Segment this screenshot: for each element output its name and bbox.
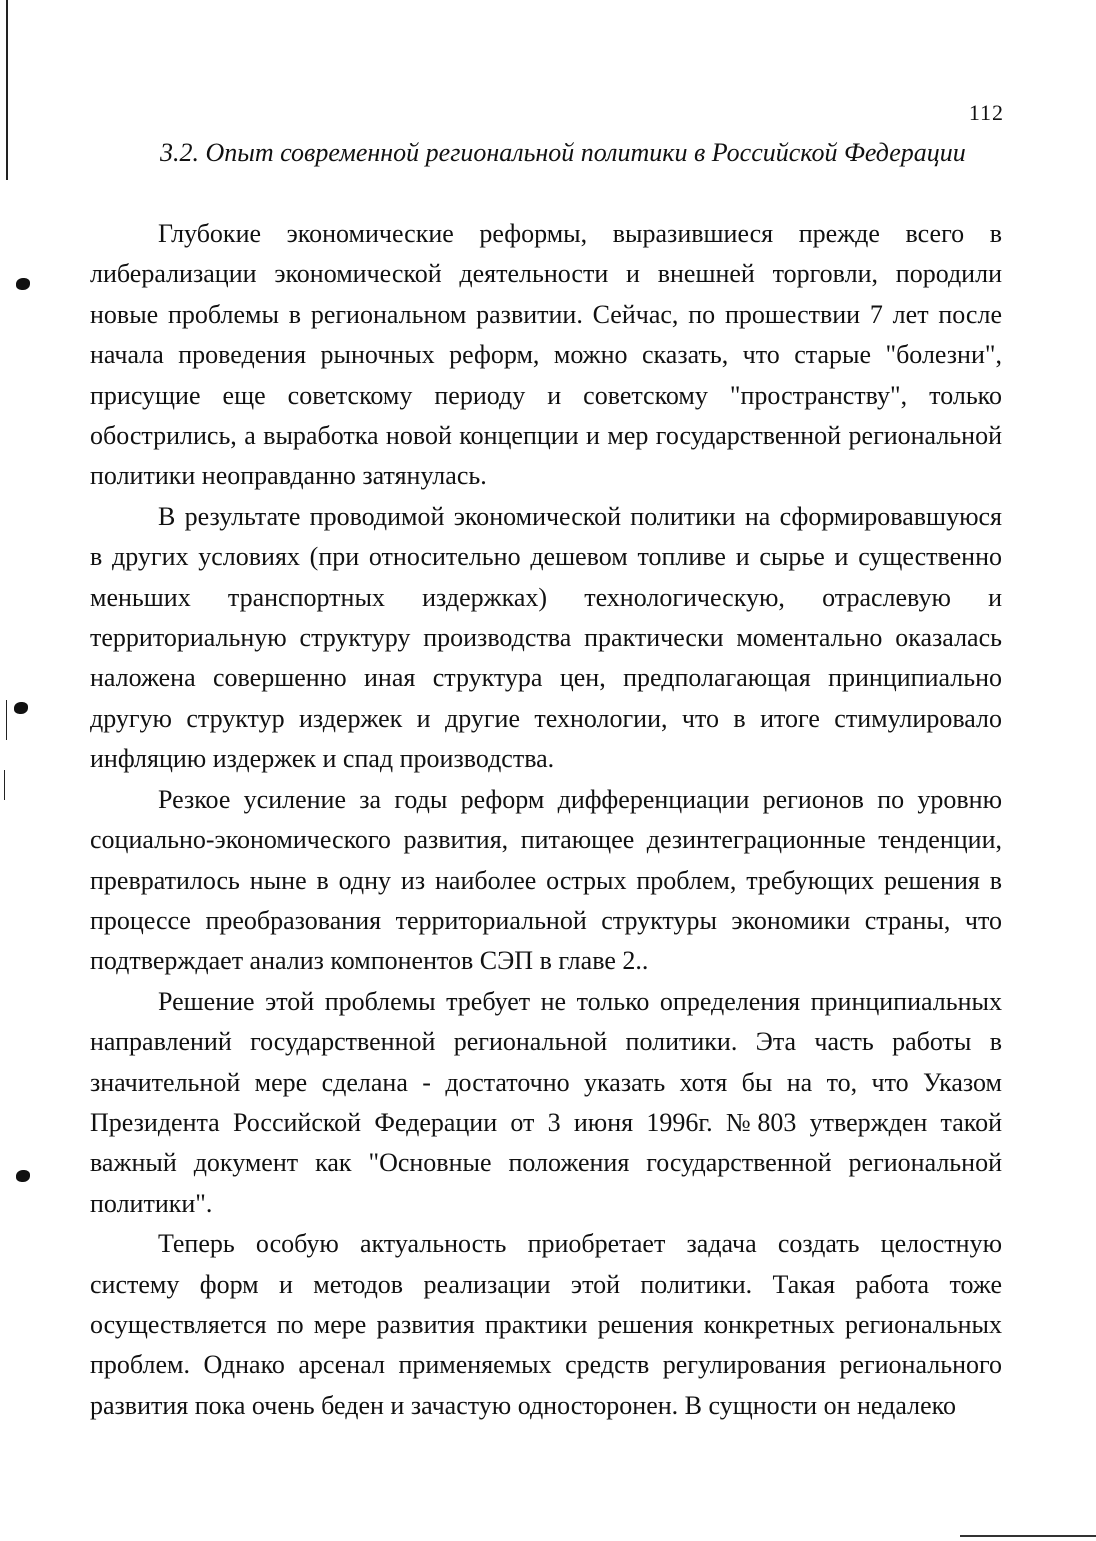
page-number: 112 [968, 100, 1004, 125]
paragraph: Теперь особую актуальность приобретает задача создать целостную систему форм и методов реализации этой политики. Такая работа тоже осуществляется по мере развития практики решения конкретных региональных проблем. Однако арсенал применяемых средств регулирования регионального развития пока очень беден и зачастую односторонен. В сущности он недалеко [90, 1229, 1002, 1420]
scan-edge-mark [4, 770, 5, 800]
section-title: 3.2. Опыт современной региональной политики в Российской Федерации [160, 138, 966, 167]
paragraph: Резкое усиление за годы реформ дифференциации регионов по уровню социально-экономического развития, питающее дезинтеграционные тенденции, превратилось ныне в одну из наиболее острых проблем, требующих решения в процессе преобразования территориальной структуры экономики страны, что подтверждает анализ компонентов СЭП в главе 2.. [90, 784, 1002, 976]
body-text [90, 214, 1002, 1426]
binder-hole-mark [16, 278, 30, 290]
scan-edge-mark [6, 0, 8, 180]
binder-hole-mark [14, 702, 28, 714]
scan-bottom-rule [960, 1535, 1096, 1537]
paragraph: В результате проводимой экономической политики на сформировавшуюся в других условиях (при относительно дешевом топливе и сырье и существенно меньших транспортных издержках) технологическую, отраслевую и территориальную структуру производства практически моментально оказалась наложена совершенно иная структура цен, предполагающая принципиально другую структур издержек и другие технологии, что в итоге стимулировало инфляцию издержек и спад производства. [90, 501, 1002, 774]
binder-hole-mark [16, 1170, 30, 1182]
paragraph: Глубокие экономические реформы, выразившиеся прежде всего в либерализации экономической деятельности и внешней торговли, породили новые проблемы в региональном развитии. Сейчас, по прошествии 7 лет после начала проведения рыночных реформ, можно сказать, что старые "болезни", присущие еще советскому периоду и советскому "пространству", только обострились, а выработка новой концепции и мер государственной региональной политики неоправданно затянулась. [90, 219, 1002, 491]
paragraph: Решение этой проблемы требует не только определения принципиальных направлений государственной региональной политики. Эта часть работы в значительной мере сделана - достаточно указать хотя бы на то, что Указом Президента Российской Федерации от 3 июня 1996г. №803 утвержден такой важный документ как "Основные положения государственной региональной политики". [90, 986, 1002, 1218]
scan-edge-mark [6, 700, 7, 740]
